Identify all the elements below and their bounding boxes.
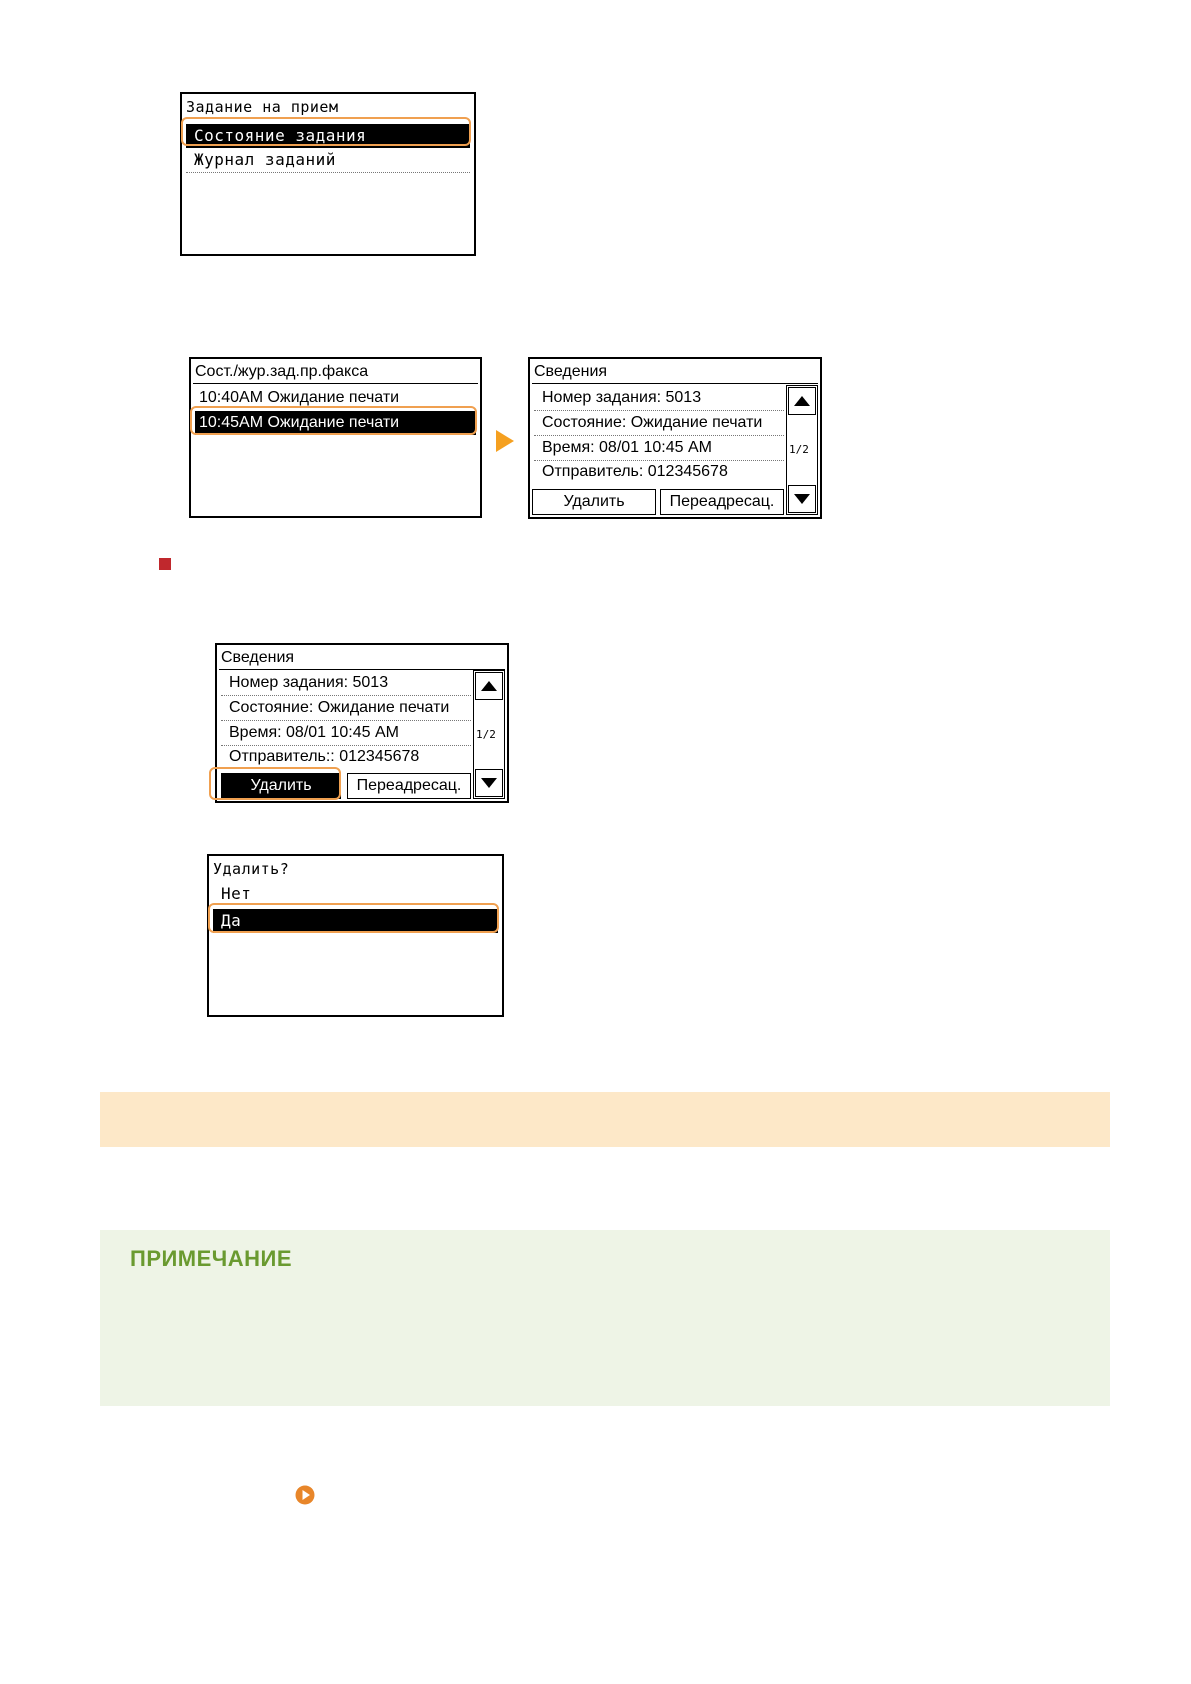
arrow-down-icon (481, 778, 497, 788)
screen-receive-job (180, 92, 476, 256)
note-title: ПРИМЕЧАНИЕ (130, 1246, 293, 1271)
list-item-job-1[interactable]: 10:40AM Ожидание печати (199, 389, 400, 406)
scroll-down-button[interactable] (475, 769, 503, 797)
screen-confirm-delete (207, 854, 504, 1017)
screen-details-delete (215, 643, 509, 803)
page-indicator: 1/2 (476, 728, 496, 741)
menu-item-job-status[interactable]: Состояние задания (186, 124, 470, 148)
forward-button[interactable]: Переадресац. (347, 773, 471, 799)
screen-fax-job-list (189, 357, 482, 518)
menu-item-job-log[interactable]: Журнал заданий (194, 150, 336, 169)
arrow-up-icon (794, 396, 810, 406)
arrow-down-icon (794, 494, 810, 504)
detail-job-number: Номер задания: 5013 (542, 389, 702, 406)
option-no[interactable]: Нет (221, 884, 252, 903)
next-arrow-icon (496, 430, 514, 452)
note-box (100, 1230, 1110, 1406)
scroll-down-button[interactable] (788, 485, 816, 513)
screen-title: Сост./жур.зад.пр.факса (193, 361, 478, 384)
screen-title: Сведения (219, 647, 505, 670)
detail-status: Состояние: Ожидание печати (542, 414, 763, 431)
screen-title: Удалить? (213, 860, 290, 878)
link-arrow-icon[interactable] (295, 1485, 315, 1505)
detail-sender: Отправитель: 012345678 (542, 463, 728, 480)
detail-time: Время: 08/01 10:45 AM (229, 724, 399, 741)
list-item-job-2[interactable]: 10:45AM Ожидание печати (195, 411, 476, 435)
detail-sender: Отправитель:: 012345678 (229, 748, 420, 765)
arrow-up-icon (481, 681, 497, 691)
separator (186, 172, 470, 173)
delete-button[interactable]: Удалить (532, 489, 656, 515)
bullet-square-icon (159, 558, 171, 570)
page-indicator: 1/2 (789, 443, 809, 456)
scroll-up-button[interactable] (475, 672, 503, 700)
scroll-up-button[interactable] (788, 387, 816, 415)
caution-band (100, 1092, 1110, 1147)
detail-time: Время: 08/01 10:45 AM (542, 439, 712, 456)
forward-button[interactable]: Переадресац. (660, 489, 784, 515)
delete-button[interactable]: Удалить (221, 773, 341, 799)
screen-title: Сведения (532, 361, 818, 384)
detail-job-number: Номер задания: 5013 (229, 674, 389, 691)
screen-title: Задание на прием (186, 98, 339, 116)
option-yes[interactable]: Да (213, 909, 498, 933)
detail-status: Состояние: Ожидание печати (229, 699, 450, 716)
screen-details (528, 357, 822, 519)
